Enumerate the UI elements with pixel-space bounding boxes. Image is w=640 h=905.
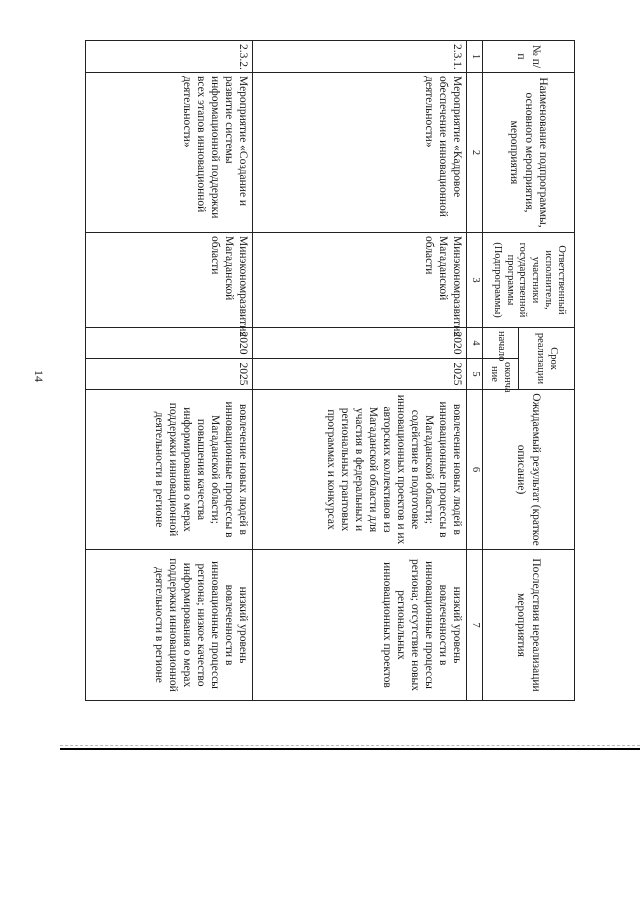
header-name: Наименование подпрограммы, основного мероприятия, мероприятия [483,73,575,233]
row-name: Мероприятие «Кадровое обеспечение инновационной деятельности» [253,73,467,233]
row-executor: Минэкономразвития Магаданской области [253,233,467,328]
row-end: 2025 [86,359,253,390]
row-start: 2020 [86,328,253,359]
scan-artifact-dashed [60,745,640,747]
header-no: № п/п [483,41,575,73]
header-result: Ожидаемый результат (краткое описание) [483,390,575,550]
table-row [86,41,253,701]
column-number: 2 [467,73,483,233]
row-consequences: низкий уровень вовлеченности в инновационные процессы региона; низкое качество информирования о мерах поддержки инновационной деятельности в регионе [86,550,253,701]
header-term-end: оконча ние [483,359,519,390]
column-number: 1 [467,41,483,73]
row-consequences: низкий уровень вовлеченности в инновационные процессы региона; отсутствие новых региональных инновационных проектов [253,550,467,701]
header-executor: Ответственный исполнитель, участники государственной программы (Подпрограммы) [483,233,575,328]
scan-artifact-line [60,748,640,750]
row-end: 2025 [253,359,467,390]
row-executor: Минэкономразвития Магаданской области [86,233,253,328]
activities-table [85,40,575,701]
rotated-table-container [85,40,575,700]
row-result: вовлечение новых людей в инновационные процессы в Магаданской области; содействие в подготовке инновационных проектов и их авторских коллективов из Магаданской области для участия в федеральных и региональных грантовых программах и конкурсах [253,390,467,550]
header-term: Срок реализации [519,328,575,390]
column-number: 7 [467,550,483,701]
row-name: Мероприятие «Создание и развитие системы информационной поддержки всех этапов инновационной деятельности» [86,73,253,233]
header-term-start: начало [483,328,519,359]
row-number: 2.3.1. [253,41,467,73]
column-number: 6 [467,390,483,550]
table-row [253,41,467,701]
row-result: вовлечение новых людей в инновационные процессы в Магаданской области; повышения качества информирования о мерах поддержки инновационной деятельности в регионе [86,390,253,550]
column-number: 4 [467,328,483,359]
row-number: 2.3.2. [86,41,253,73]
row-start: 2020 [253,328,467,359]
column-number: 5 [467,359,483,390]
header-consequences: Последствия нереализации мероприятия [483,550,575,701]
page-number: 14 [32,370,46,382]
column-number: 3 [467,233,483,328]
